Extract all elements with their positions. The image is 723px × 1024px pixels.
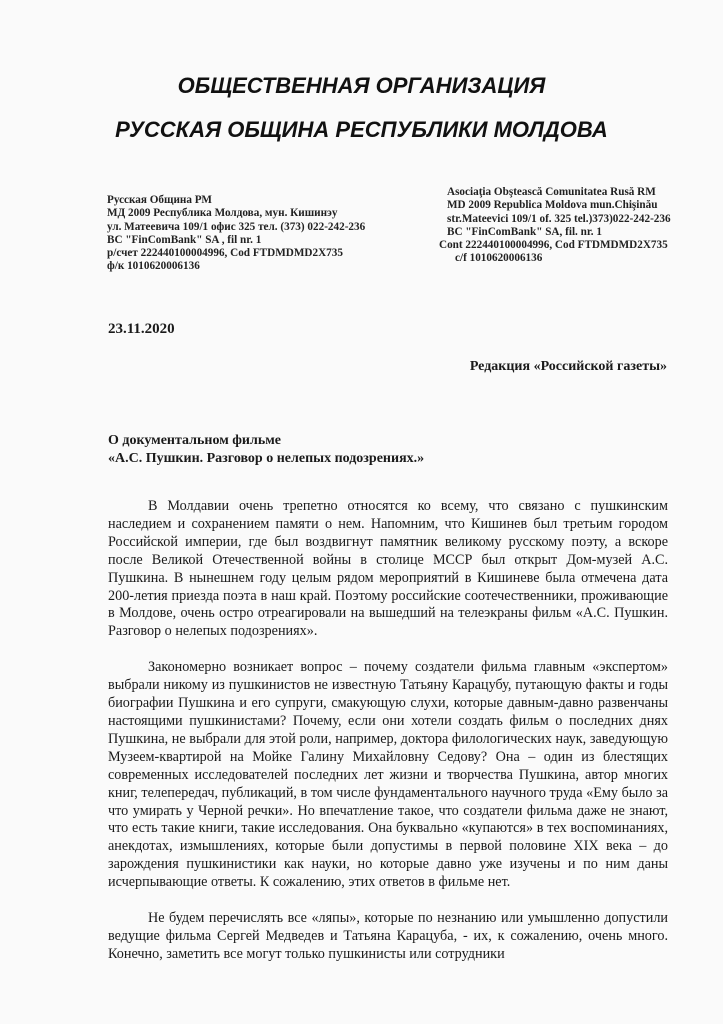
recipient: Редакция «Российской газеты» (469, 359, 667, 374)
requisites-line: BC "FinComBank" SA , fil nr. 1 (107, 233, 262, 246)
subject-line-1: О документальном фильме (108, 433, 281, 448)
letter-date: 23.11.2020 (108, 321, 175, 337)
requisites-line: ф/к 1010620006136 (107, 260, 200, 273)
requisites-line: Asociaţia Obştească Comunitatea Rusă RM (447, 186, 656, 198)
organization-type: ОБЩЕСТВЕННАЯ ОРГАНИЗАЦИЯ (177, 73, 546, 98)
requisites-line: str.Mateevici 109/1 of. 325 tel.)373)022-242-236 (447, 212, 671, 225)
requisites-line: c/f 1010620006136 (455, 252, 543, 265)
letter-subject (108, 432, 424, 468)
requisites-line: Русская Община РМ (107, 194, 212, 206)
letter-body (108, 498, 668, 964)
body-paragraph: В Молдавии очень трепетно относятся ко всему, что связано с пушкинским наследием и сохранением памяти о нем. Напомним, что Кишинев был третьим городом Российской империи, где был воздвигнут памятник великому русскому поэту, а вскоре после Великой Отечественной войны в столице МССР был открыт Дом-музей А.С. Пушкина. В нынешнем году целым рядом мероприятий в Кишиневе была отмечена дата 200-летия приезда поэта в наш край. Поэтому российские соотечественники, проживающие в Молдове, очень остро отреагировали на вышедший на телеэкраны фильм «А.С. Пушкин. Разговор о нелепых подозрениях». (108, 498, 668, 640)
body-paragraph: Закономерно возникает вопрос – почему создатели фильма главным «экспертом» выбрали никому из пушкинистов не известную Татьяну Карацубу, путающую факты и годы биографии Пушкина и его супруги, смакующую слухи, которые давным-давно развенчаны настоящими пушкинистами? Почему, если они хотели создать фильм о последних днях Пушкина, не выбрали для этой роли, например, доктора филологических наук, заведующую Музеем-квартирой на Мойке Галину Михайловну Седову? Она – один из блестящих современных исследователей последних лет жизни и творчества Пушкина, автор многих книг, телепередач, публикаций, в том числе фундаментального научного труда «Ему было за что умирать у Черной речки». Но впечатление такое, что создатели фильма даже не знают, что есть такие книги, такие исследования. Она буквально «купаются» в тех воспоминаниях, анекдотах, измышлениях, которые были допустимы в первой половине XIX века – до зарождения пушкинистики как науки, но которые давно уже изучены и по ним даны исчерпывающие ответы. К сожалению, этих ответов в фильме нет. (108, 659, 668, 891)
organization-name: РУССКАЯ ОБЩИНА РЕСПУБЛИКИ МОЛДОВА (115, 117, 608, 142)
requisites-russian (107, 194, 365, 274)
requisites-line: BC "FinComBank" SA, fil. nr. 1 (447, 225, 602, 238)
requisites-line: Cont 222440100004996, Cod FTDMDMD2X735 (439, 239, 668, 252)
requisites-romanian (439, 186, 671, 266)
requisites-line: MD 2009 Republica Moldova mun.Chişinău (447, 199, 658, 212)
requisites-line: МД 2009 Республика Молдова, мун. Кишинэу (107, 207, 338, 220)
subject-line-2: «А.С. Пушкин. Разговор о нелепых подозрениях.» (108, 451, 425, 466)
requisites-line: ул. Матеевича 109/1 офис 325 тел. (373) 022-242-236 (107, 220, 366, 233)
body-paragraph: Не будем перечислять все «ляпы», которые по незнанию или умышленно допустили ведущие фильма Сергей Медведев и Татьяна Карацуба, - их, к сожалению, очень много. Конечно, заметить все могут только пушкинисты или сотрудники (108, 910, 668, 962)
requisites-line: р/счет 222440100004996, Cod FTDMDMD2X735 (107, 247, 343, 260)
